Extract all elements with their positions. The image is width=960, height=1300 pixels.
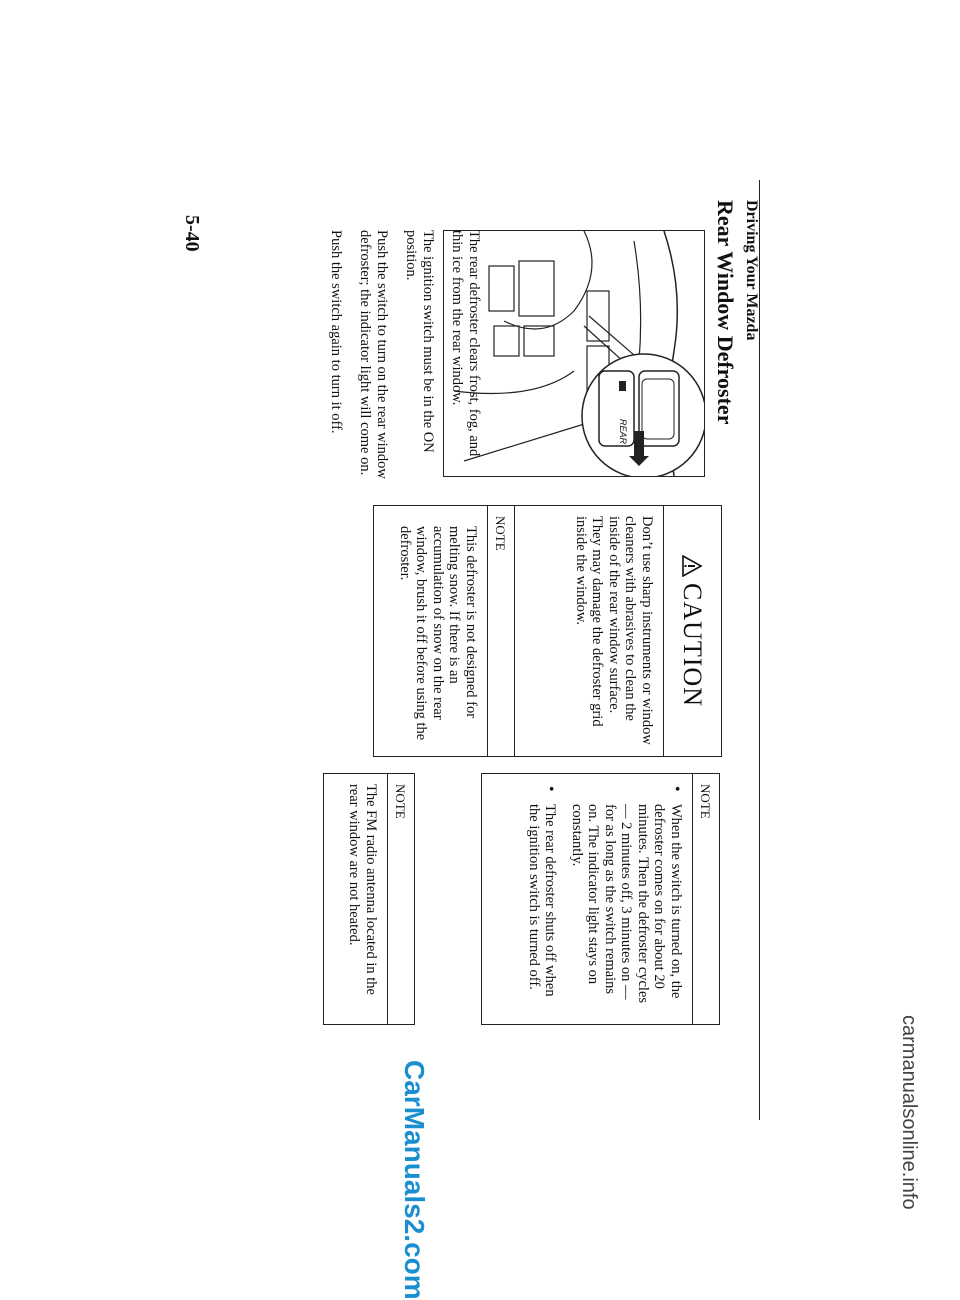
warning-triangle-icon <box>683 555 703 577</box>
page-title: Rear Window Defroster <box>713 200 738 425</box>
note-text: The FM radio antenna located in the rear window are not heated. <box>346 784 379 995</box>
caution-text: Don’t use sharp instruments or window cleaners with abrasives to clean the inside of the rear window surface. They may damage the defroster grid inside the window. <box>573 516 655 745</box>
note-list <box>526 774 693 1024</box>
caution-box <box>497 505 722 757</box>
paragraph-2: The ignition switch must be in the ON position. <box>403 230 436 453</box>
rear-button-label: REAR <box>618 419 628 445</box>
caution-title: CAUTION <box>678 583 708 707</box>
note-heading: NOTE <box>387 774 414 1024</box>
note-box-3 <box>323 773 415 1025</box>
body-column <box>315 230 482 480</box>
paragraph-1: The rear defroster clears frost, fog, and thin ice from the rear window. <box>449 230 482 457</box>
note-heading: NOTE <box>692 774 719 1024</box>
note-text: This defroster is not designed for melting snow. If there is an accumulation of snow on the rear window, brush it off before using the defroster. <box>397 526 479 741</box>
note-box-2 <box>481 773 720 1025</box>
note-list-item: • When the switch is turned on, the defroster comes on for about 20 minutes. Then the defroster cycles — 2 minutes off, 3 minutes on — for as long as the switch remains on. The indicator light stays on constantly. <box>569 784 685 1014</box>
note-box-1 <box>373 505 515 757</box>
page-number: 5-40 <box>181 215 203 252</box>
paragraph-3: Push the switch to turn on the rear window defroster; the indicator light will come on. <box>357 230 390 479</box>
dashboard-drawing <box>444 231 704 476</box>
note-list-item: • The rear defroster shuts off when the ignition switch is turned off. <box>526 784 559 1014</box>
note-heading: NOTE <box>487 506 514 756</box>
header-rule <box>759 180 760 1120</box>
footer-site-text: carmanualsonline.info <box>898 1015 920 1210</box>
paragraph-4: Push the switch again to turn it off. <box>328 230 344 434</box>
section-header: Driving Your Mazda <box>743 200 760 341</box>
dashboard-illustration <box>443 230 705 477</box>
watermark-logo: CarManuals2.com <box>399 1060 430 1300</box>
caution-header <box>663 506 721 756</box>
